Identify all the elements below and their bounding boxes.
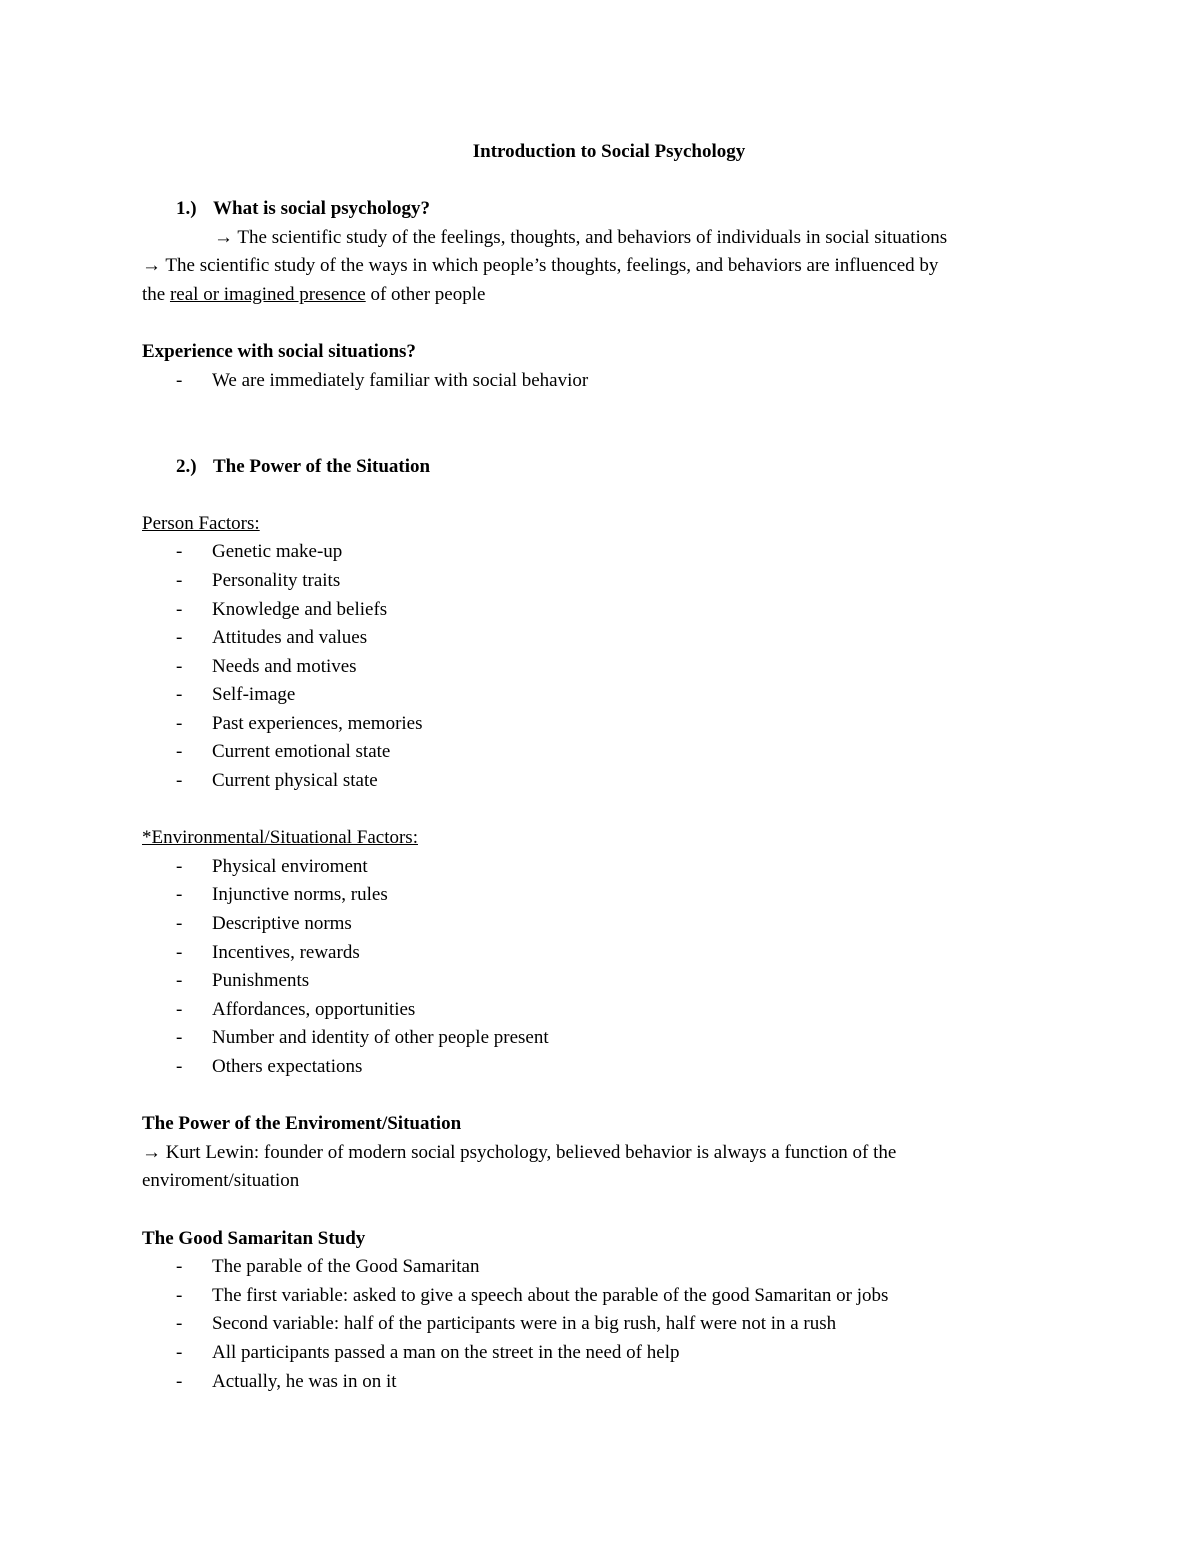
bullet-dash: -	[176, 598, 183, 620]
list-item-text: Others expectations	[212, 1056, 363, 1077]
spacer	[142, 1082, 1062, 1111]
bullet-dash: -	[176, 913, 183, 935]
list-item	[142, 1053, 1062, 1082]
spacer	[142, 796, 1062, 825]
environmental-factors-list	[142, 853, 1062, 1082]
list-item-text: The parable of the Good Samaritan	[212, 1256, 480, 1278]
list-item-text: We are immediately familiar with social behavior	[212, 369, 589, 391]
list-item-text: Injunctive norms, rules	[212, 884, 388, 906]
list-item-text: Genetic make-up	[212, 541, 343, 563]
bullet-dash: -	[176, 655, 183, 677]
bullet-dash: -	[176, 998, 183, 1020]
list-item-text: All participants passed a man on the street in the need of help	[212, 1341, 680, 1363]
bullet-dash: -	[176, 712, 183, 734]
list-item	[142, 881, 1062, 910]
list-item-text: Attitudes and values	[212, 627, 368, 649]
bullet-dash: -	[176, 884, 183, 906]
section-1-number: 1.)	[176, 198, 197, 220]
bullet-dash: -	[176, 855, 183, 877]
list-item	[142, 1282, 1062, 1311]
list-item	[142, 710, 1062, 739]
list-item	[142, 367, 1062, 396]
bullet-dash: -	[176, 741, 183, 763]
list-item	[142, 567, 1062, 596]
list-item-text: Descriptive norms	[212, 913, 352, 935]
spacer	[142, 1196, 1062, 1225]
list-item-text: Number and identity of other people present	[212, 1027, 549, 1049]
list-item	[142, 681, 1062, 710]
bullet-dash: -	[176, 970, 183, 992]
bullet-dash: -	[176, 1284, 183, 1306]
list-item-text: Current physical state	[212, 770, 378, 792]
document-page	[142, 138, 1062, 1396]
bullet-dash: -	[176, 541, 183, 563]
bullet-dash: -	[176, 770, 183, 792]
section-2-heading	[142, 453, 1062, 482]
list-item	[142, 910, 1062, 939]
power-environment-line-2: enviroment/situation	[142, 1170, 300, 1192]
bullet-dash: -	[176, 1056, 183, 1077]
samaritan-list	[142, 1253, 1062, 1396]
spacer	[142, 310, 1062, 339]
list-item	[142, 996, 1062, 1025]
list-item	[142, 1310, 1062, 1339]
list-item	[142, 1024, 1062, 1053]
list-item-text: Past experiences, memories	[212, 712, 423, 734]
list-item-text: Actually, he was in on it	[212, 1370, 397, 1392]
list-item	[142, 1368, 1062, 1397]
list-item	[142, 1339, 1062, 1368]
list-item	[142, 596, 1062, 625]
list-item-text: Current emotional state	[212, 741, 391, 763]
spacer	[142, 395, 1062, 424]
power-environment-line-1: → Kurt Lewin: founder of modern social psychology, believed behavior is always a function of the	[142, 1141, 897, 1163]
list-item	[142, 853, 1062, 882]
bullet-dash: -	[176, 1313, 183, 1335]
spacer	[142, 481, 1062, 510]
environmental-factors-heading: *Environmental/Situational Factors:	[142, 827, 418, 849]
list-item-text: Physical enviroment	[212, 855, 368, 877]
bullet-dash: -	[176, 369, 183, 391]
experience-heading: Experience with social situations?	[142, 341, 416, 363]
list-item-text: Second variable: half of the participants were in a big rush, half were not in a rush	[212, 1313, 837, 1335]
bullet-dash: -	[176, 1341, 183, 1363]
person-factors-list	[142, 538, 1062, 795]
section-1-heading	[142, 195, 1062, 224]
list-item	[142, 967, 1062, 996]
definition-2-post: of other people	[365, 283, 486, 305]
experience-list	[142, 367, 1062, 396]
definition-2-underlined: real or imagined presence	[169, 283, 366, 305]
bullet-dash: -	[176, 1256, 183, 1278]
bullet-dash: -	[176, 569, 183, 591]
definition-2-pre: the	[142, 283, 170, 305]
list-item	[142, 767, 1062, 796]
bullet-dash: -	[176, 627, 183, 649]
definition-2-line-1: → The scientific study of the ways in which people’s thoughts, feelings, and behaviors are influenced by	[142, 255, 939, 277]
section-1-title: What is social psychology?	[213, 198, 430, 220]
definition-1: → The scientific study of the feelings, thoughts, and behaviors of individuals in social situations	[214, 226, 948, 248]
bullet-dash: -	[176, 1370, 183, 1392]
power-environment-heading: The Power of the Enviroment/Situation	[142, 1113, 462, 1135]
list-item	[142, 653, 1062, 682]
list-item-text: Self-image	[212, 684, 296, 706]
list-item-text: Personality traits	[212, 569, 341, 591]
list-item	[142, 939, 1062, 968]
spacer	[142, 167, 1062, 196]
bullet-dash: -	[176, 684, 183, 706]
list-item	[142, 624, 1062, 653]
bullet-dash: -	[176, 941, 183, 963]
bullet-dash: -	[176, 1027, 183, 1049]
samaritan-heading: The Good Samaritan Study	[142, 1227, 366, 1249]
list-item-text: Knowledge and beliefs	[212, 598, 388, 620]
document-title: Introduction to Social Psychology	[472, 141, 746, 162]
person-factors-heading: Person Factors:	[142, 512, 260, 534]
list-item	[142, 738, 1062, 767]
spacer	[142, 424, 1062, 453]
list-item-text: Needs and motives	[212, 655, 357, 677]
definition-2-line-2	[142, 281, 1062, 310]
list-item	[142, 538, 1062, 567]
section-2-number: 2.)	[176, 455, 197, 477]
section-2-title: The Power of the Situation	[213, 455, 431, 477]
list-item-text: Punishments	[212, 970, 310, 992]
list-item-text: Incentives, rewards	[212, 941, 360, 963]
list-item-text: Affordances, opportunities	[212, 998, 416, 1020]
list-item	[142, 1253, 1062, 1282]
list-item-text: The first variable: asked to give a speech about the parable of the good Samaritan or jobs	[212, 1284, 889, 1306]
